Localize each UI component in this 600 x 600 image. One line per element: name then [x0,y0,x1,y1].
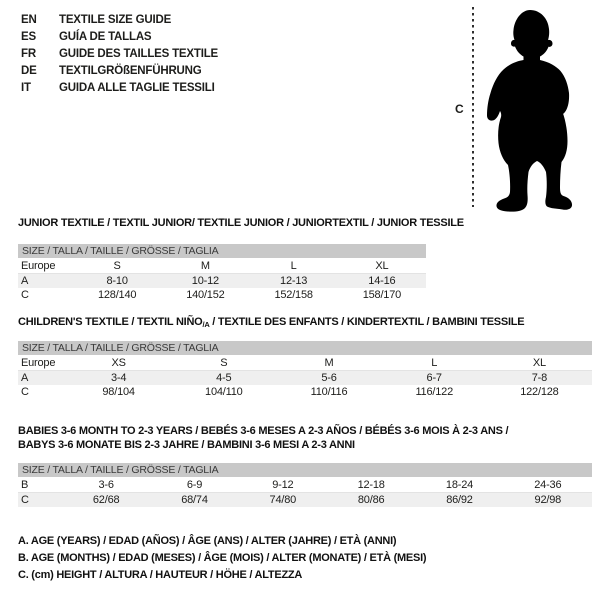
value-cell: 7-8 [531,372,548,384]
size-cell: M [200,260,210,272]
legend-notes [18,533,426,584]
size-cell: S [113,260,121,272]
language-title-list [21,12,218,97]
value-cell: 128/140 [97,289,137,301]
title-part: CHILDREN'S TEXTILE / TEXTIL NIÑO [18,316,203,328]
row-label: C [21,386,29,398]
value-cell: 24-36 [534,479,562,491]
table-row [18,288,426,302]
value-cell: 3-6 [98,479,114,491]
section-title-babies [18,424,592,452]
lang-code: EN [21,14,37,26]
lang-title: GUÍA DE TALLAS [59,31,152,43]
value-cell: 10-12 [191,275,219,287]
value-cell: 12-18 [357,479,385,491]
size-cell: XS [111,357,126,369]
value-cell: 86/92 [446,494,473,506]
value-cell: 18-24 [445,479,474,491]
size-cell: L [290,260,297,272]
size-cell: M [324,357,334,369]
value-cell: 12-13 [280,275,308,287]
title-line-2: BABYS 3-6 MONATE BIS 2-3 JAHRE / BAMBINI 3-6 MESI A 2-3 ANNI [18,439,355,451]
section-title-children [18,316,592,329]
table-row [18,258,426,274]
row-label: B [21,479,29,491]
value-cell: 5-6 [321,372,337,384]
value-cell: 104/110 [205,386,243,398]
note-height-cm: C. (cm) HEIGHT / ALTURA / HAUTEUR / HÖHE / ALTEZZA [18,569,303,581]
lang-title: TEXTILGRÖßENFÜHRUNG [59,65,202,77]
baby-silhouette-icon [484,4,598,214]
table-row [18,493,592,507]
size-cell: XL [375,260,389,272]
children-size-table [18,341,592,399]
section-title-junior: JUNIOR TEXTILE / TEXTIL JUNIOR/ TEXTILE JUNIOR / JUNIORTEXTIL / JUNIOR TESSILE [18,217,464,229]
value-cell: 98/104 [102,386,135,398]
table-header-bar: SIZE / TALLA / TAILLE / GRÖSSE / TAGLIA [18,244,426,258]
table-header-bar: SIZE / TALLA / TAILLE / GRÖSSE / TAGLIA [18,463,592,477]
babies-size-table [18,463,592,507]
lang-title: GUIDA ALLE TAGLIE TESSILI [59,82,215,94]
value-cell: 4-5 [216,372,232,384]
lang-code: IT [21,82,31,94]
table-row [18,274,426,288]
value-cell: 9-12 [272,479,294,491]
value-cell: 6-9 [186,479,203,491]
table-row [18,355,592,371]
section-children-textile [18,316,592,399]
table-row [18,477,592,493]
height-measure-label: C [455,102,464,116]
title-line-1: BABIES 3-6 MONTH TO 2-3 YEARS / BEBÉS 3-6 MESES A 2-3 AÑOS / BÉBÉS 3-6 MOIS À 2-3 ANS / [18,425,509,437]
lang-title: GUIDE DES TAILLES TEXTILE [59,48,218,60]
value-cell: 80/86 [357,494,385,506]
lang-row-es [21,29,218,46]
row-label: A [21,275,29,287]
section-junior-textile [18,217,464,302]
size-cell: XL [532,357,546,369]
lang-row-it [21,80,218,97]
value-cell: 62/68 [92,494,120,506]
value-cell: 14-16 [368,275,396,287]
lang-code: DE [21,65,37,77]
row-label: C [21,494,29,506]
row-label: Europe [21,260,56,272]
lang-code: ES [21,31,36,43]
title-subscript: /A [202,320,210,329]
lang-row-en [21,12,218,29]
value-cell: 92/98 [534,494,562,506]
size-cell: L [431,357,438,369]
size-cell: S [220,357,228,369]
value-cell: 8-10 [106,275,128,287]
value-cell: 140/152 [186,289,225,301]
title-part: / TEXTILE DES ENFANTS / KINDERTEXTIL / BAMBINI TESSILE [209,316,525,328]
row-label: C [21,289,29,301]
table-row [18,371,592,385]
value-cell: 3-4 [110,372,127,384]
row-label: Europe [21,357,56,369]
value-cell: 6-7 [426,372,442,384]
value-cell: 74/80 [269,494,297,506]
note-age-months: B. AGE (MONTHS) / EDAD (MESES) / ÂGE (MOIS) / ALTER (MONATE) / ETÀ (MESI) [18,552,427,564]
note-age-years: A. AGE (YEARS) / EDAD (AÑOS) / ÂGE (ANS) / ALTER (JAHRE) / ETÀ (ANNI) [18,535,397,547]
value-cell: 158/170 [362,289,402,301]
row-label: A [21,372,29,384]
section-babies-textile [18,424,592,507]
height-dotted-line [472,7,474,207]
lang-code: FR [21,48,36,60]
table-header-bar: SIZE / TALLA / TAILLE / GRÖSSE / TAGLIA [18,341,592,355]
lang-row-de [21,63,218,80]
table-row [18,385,592,399]
junior-size-table [18,244,426,302]
lang-row-fr [21,46,218,63]
value-cell: 110/116 [310,386,348,398]
lang-title: TEXTILE SIZE GUIDE [59,14,172,26]
value-cell: 116/122 [415,386,453,398]
value-cell: 68/74 [181,494,208,506]
value-cell: 152/158 [274,289,313,301]
value-cell: 122/128 [520,386,559,398]
